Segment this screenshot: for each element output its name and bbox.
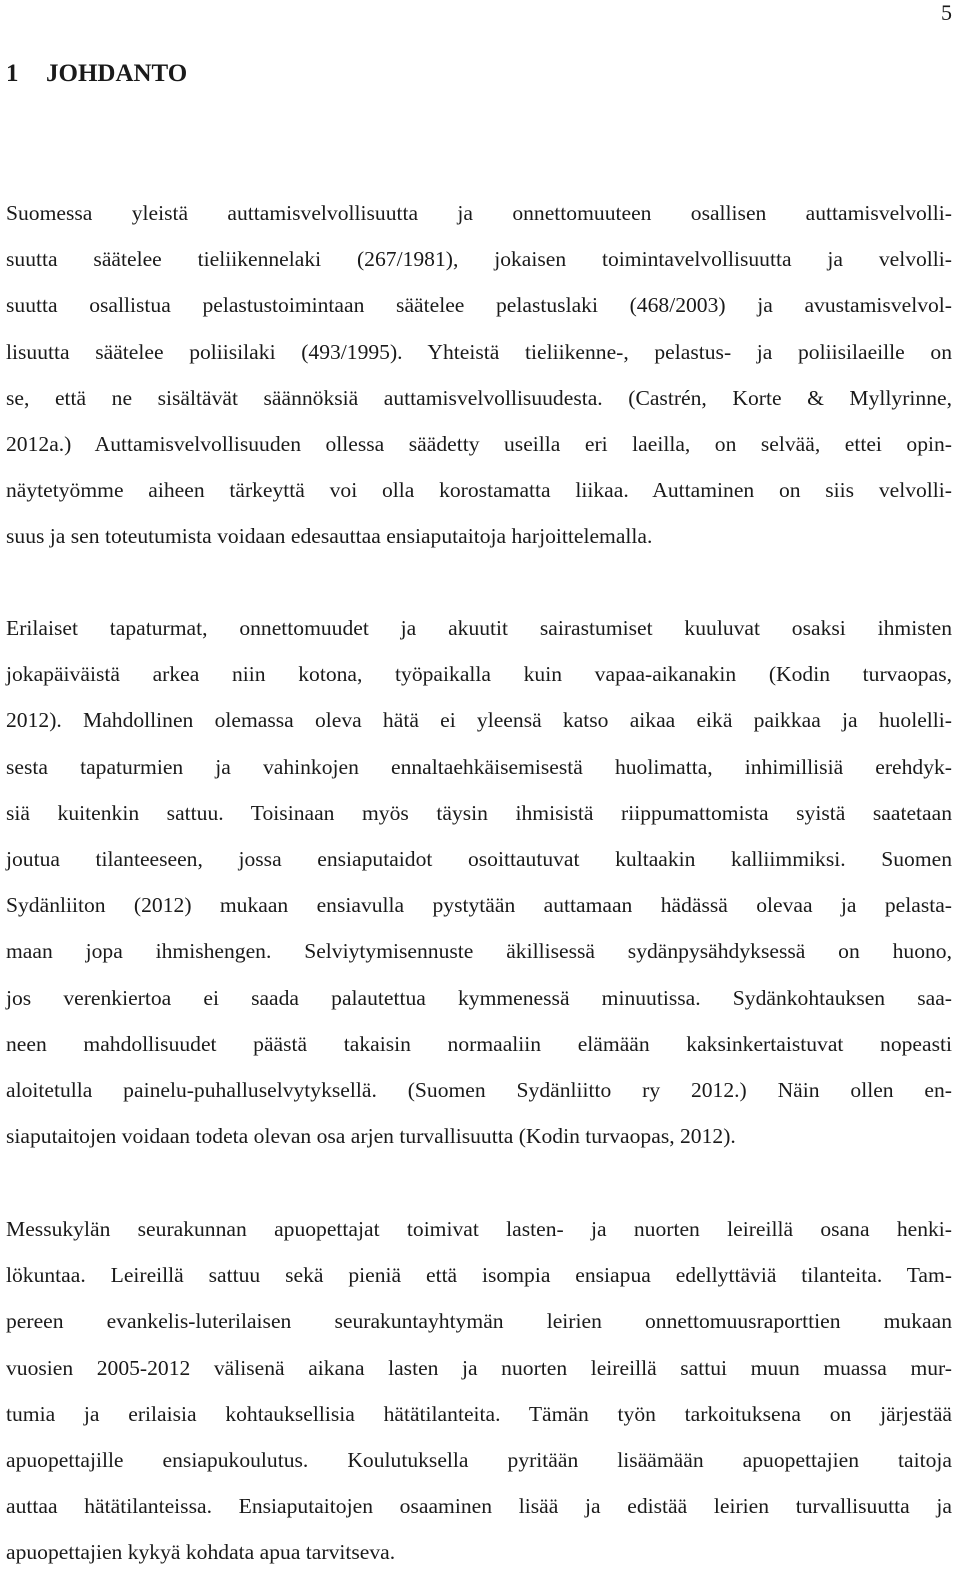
text-line: 2012a.) Auttamisvelvollisuuden ollessa säädetty useilla eri laeilla, on selvää, ettei opin- (6, 432, 952, 457)
text-line: Erilaiset tapaturmat, onnettomuudet ja akuutit sairastumiset kuuluvat osaksi ihmisten (6, 616, 952, 640)
chapter-number: 1 (6, 60, 19, 87)
text-line: auttaa hätätilanteissa. Ensiaputaitojen osaaminen lisää ja edistää leirien turvallisuutta ja (6, 1494, 952, 1519)
paragraph-1 (6, 190, 952, 560)
text-line: Sydänliiton (2012) mukaan ensiavulla pystytään auttamaan hädässä olevaa ja pelasta- (6, 893, 952, 918)
text-line: siaputaitojen voidaan todeta olevan osa arjen turvallisuutta (Kodin turvaopas, 2012). (6, 1124, 736, 1149)
text-line: aloitetulla painelu-puhalluselvytyksellä. (Suomen Sydänliitto ry 2012.) Näin ollen en- (6, 1078, 952, 1103)
text-line: näytetyömme aiheen tärkeyttä voi olla korostamatta liikaa. Auttaminen on siis velvolli- (6, 478, 952, 503)
text-line: joutua tilanteeseen, jossa ensiaputaidot osoittautuvat kultaakin kalliimmiksi. Suomen (6, 847, 952, 872)
text-line: lisuutta säätelee poliisilaki (493/1995). Yhteistä tieliikenne-, pelastus- ja poliisilaeille on (6, 339, 952, 364)
text-line: 2012). Mahdollinen olemassa oleva hätä ei yleensä katso aikaa eikä paikkaa ja huolelli- (6, 708, 952, 733)
text-line: apuopettajien kykyä kohdata apua tarvitseva. (6, 1540, 396, 1565)
text-line: maan jopa ihmishengen. Selviytymisennuste äkillisessä sydänpysähdyksessä on huono, (6, 939, 952, 964)
text-line: vuosien 2005-2012 välisenä aikana lasten ja nuorten leireillä sattui muun muassa mur- (6, 1355, 952, 1380)
paragraph-3 (6, 1206, 952, 1576)
text-line: apuopettajille ensiapukoulutus. Koulutuksella pyritään lisäämään apuopettajien taitoja (6, 1448, 952, 1473)
text-line: suutta osallistua pelastustoimintaan säätelee pelastuslaki (468/2003) ja avustamisvelvol- (6, 293, 952, 318)
text-line: suutta säätelee tieliikennelaki (267/1981), jokaisen toimintavelvollisuutta ja velvolli- (6, 247, 952, 272)
text-line: tumia ja erilaisia kohtauksellisia hätätilanteita. Tämän työn tarkoituksena on järjestää (6, 1401, 952, 1426)
text-line: lökuntaa. Leireillä sattuu sekä pieniä että isompia ensiapua edellyttäviä tilanteita. Tam- (6, 1263, 952, 1288)
text-line: Messukylän seurakunnan apuopettajat toimivat lasten- ja nuorten leireillä osana henki- (6, 1217, 952, 1241)
text-line: sesta tapaturmien ja vahinkojen ennaltaehkäisemisestä huolimatta, inhimillisiä erehdyk- (6, 754, 952, 779)
text-line: jokapäiväistä arkea niin kotona, työpaikalla kuin vapaa-aikanakin (Kodin turvaopas, (6, 662, 952, 687)
text-line: se, että ne sisältävät säännöksiä auttamisvelvollisuudesta. (Castrén, Korte & Myllyrinne, (6, 385, 952, 410)
page-number: 5 (941, 0, 952, 25)
text-line: Suomessa yleistä auttamisvelvollisuutta ja onnettomuuteen osallisen auttamisvelvolli- (6, 201, 952, 225)
text-line: neen mahdollisuudet päästä takaisin normaaliin elämään kaksinkertaistuvat nopeasti (6, 1031, 952, 1056)
text-line: suus ja sen toteutumista voidaan edesauttaa ensiaputaitoja harjoittelemalla. (6, 524, 653, 549)
text-line: siä kuitenkin sattuu. Toisinaan myös täysin ihmisistä riippumattomista syistä saatetaan (6, 800, 952, 825)
chapter-title: JOHDANTO (46, 60, 188, 87)
chapter-heading (6, 58, 187, 90)
paragraph-2 (6, 605, 952, 1159)
text-line: pereen evankelis-luterilaisen seurakuntayhtymän leirien onnettomuusraporttien mukaan (6, 1309, 952, 1334)
text-line: jos verenkiertoa ei saada palautettua kymmenessä minuutissa. Sydänkohtauksen saa- (6, 985, 952, 1010)
